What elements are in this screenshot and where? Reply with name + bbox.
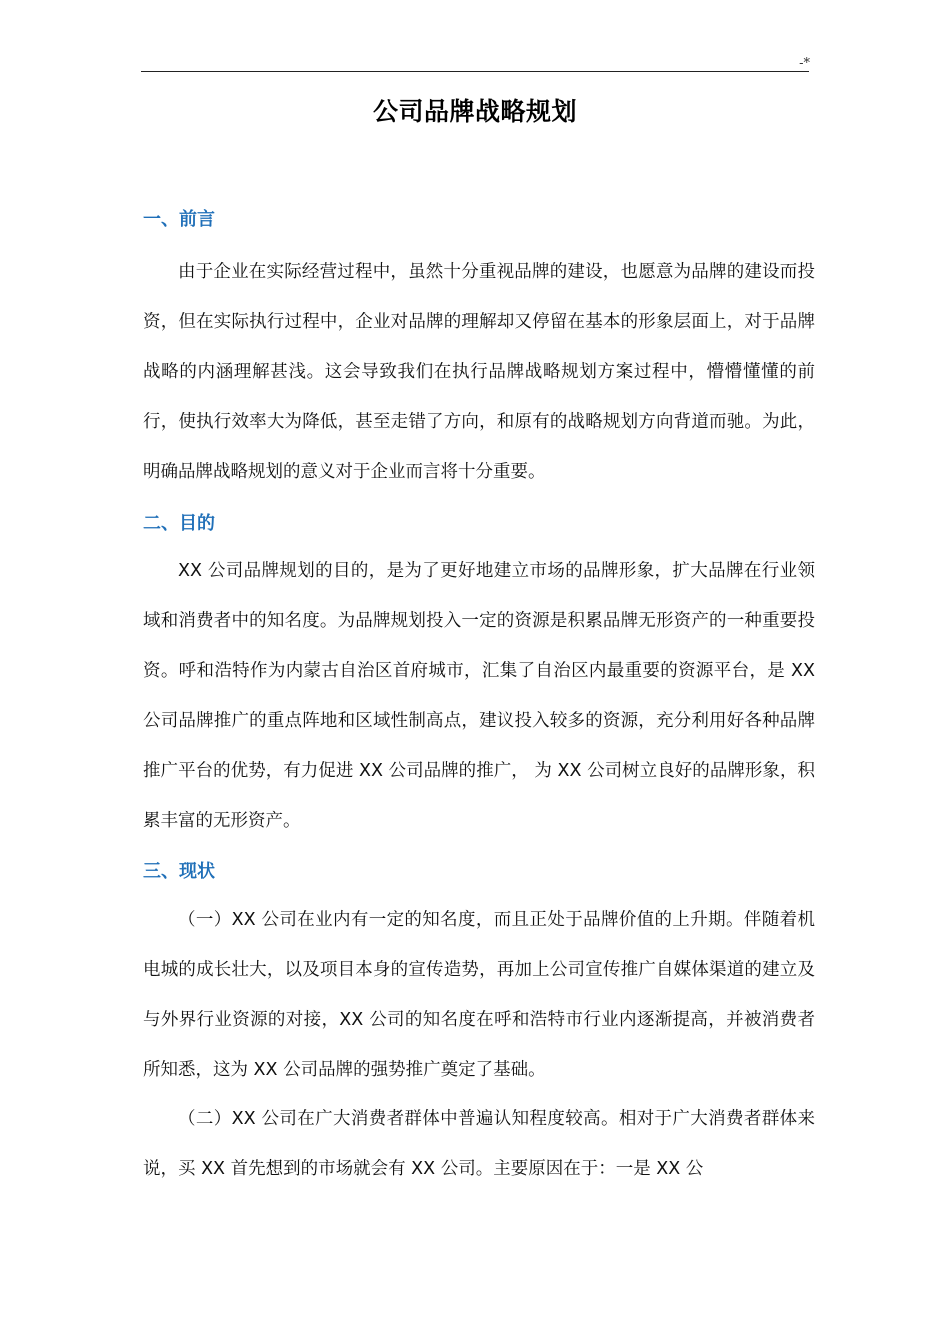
paragraph-preface: 由于企业在实际经营过程中，虽然十分重视品牌的建设，也愿意为品牌的建设而投资，但在实际执行过程中，企业对品牌的理解却又停留在基本的形象层面上，对于品牌战略的内涵理解甚浅。这会导致我们在执行品牌战略规划方案过程中，懵懵懂懂的前行，使执行效率大为降低，甚至走错了方向，和原有的战略规划方向背道而驰。为此，明确品牌战略规划的意义对于企业而言将十分重要。	[143, 262, 815, 482]
paragraph-status-2: （二）XX 公司在广大消费者群体中普遍认知程度较高。相对于广大消费者群体来说，买 XX 首先想到的市场就会有 XX 公司。主要原因在于：一是 XX 公	[143, 1109, 815, 1179]
document-title: 公司品牌战略规划	[372, 97, 577, 126]
paragraph-purpose: XX 公司品牌规划的目的，是为了更好地建立市场的品牌形象，扩大品牌在行业领域和消费者中的知名度。为品牌规划投入一定的资源是积累品牌无形资产的一种重要投资。呼和浩特作为内蒙古自治区首府城市，汇集了自治区内最重要的资源平台，是 XX 公司品牌推广的重点阵地和区域性制高点，建议投入较多的资源，充分利用好各种品牌推广平台的优势，有力促进 XX 公司品牌的推广， 为 XX 公司树立良好的品牌形象，积累丰富的无形资产。	[143, 561, 815, 831]
header-divider	[141, 71, 809, 72]
section-heading-status: 三、现状	[143, 861, 215, 882]
section-heading-preface: 一、前言	[143, 209, 215, 230]
section-heading-purpose: 二、目的	[143, 513, 215, 534]
paragraph-status-1: （一）XX 公司在业内有一定的知名度，而且正处于品牌价值的上升期。伴随着机电城的成长壮大，以及项目本身的宣传造势，再加上公司宣传推广自媒体渠道的建立及与外界行业资源的对接，XX 公司的知名度在呼和浩特市行业内逐渐提高，并被消费者所知悉，这为 XX 公司品牌的强势推广奠定了基础。	[143, 910, 815, 1080]
header-mark: -*	[799, 56, 810, 71]
